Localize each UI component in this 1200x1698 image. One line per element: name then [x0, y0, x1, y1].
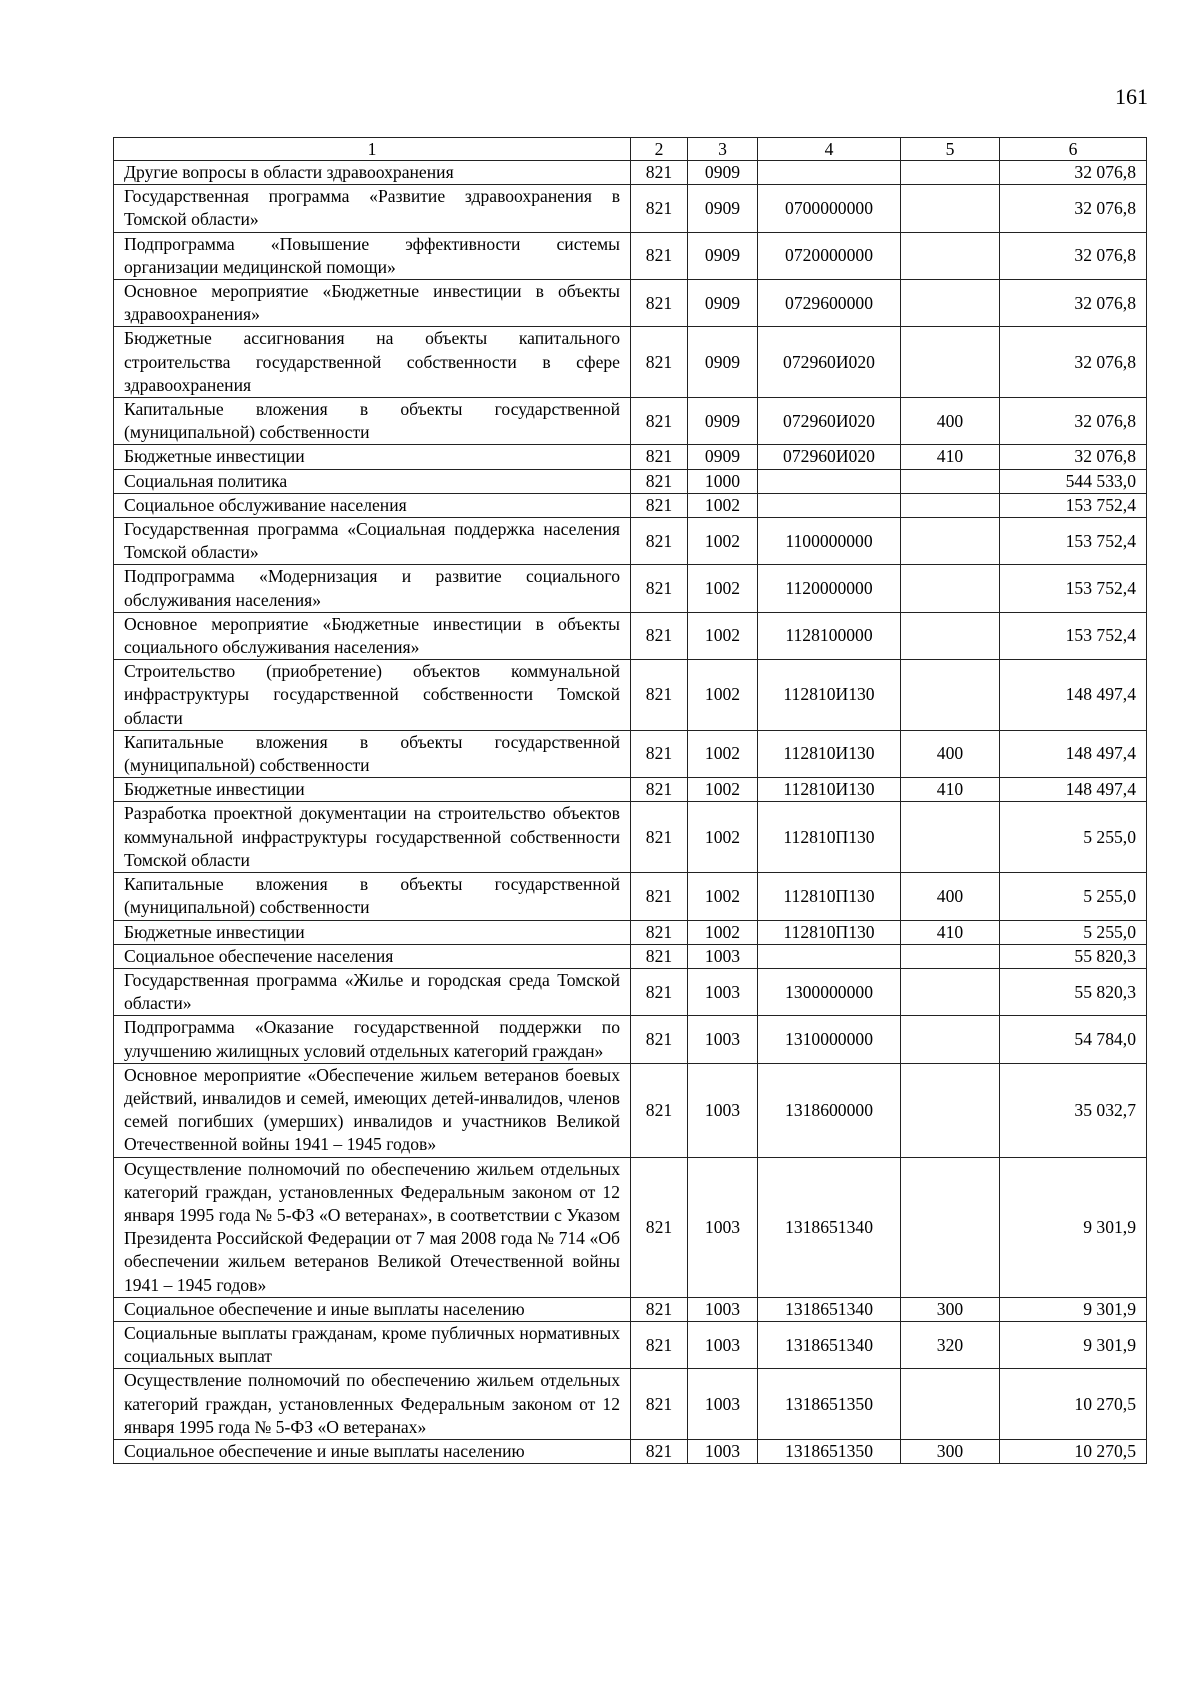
- target-article-cell: 0720000000: [758, 232, 901, 279]
- expense-type-cell: 410: [901, 445, 1000, 469]
- admin-code-cell: 821: [631, 660, 688, 731]
- table-row: [114, 1297, 1147, 1321]
- expense-type-cell: [901, 1157, 1000, 1297]
- table-row: [114, 185, 1147, 232]
- amount-cell: 32 076,8: [1000, 185, 1147, 232]
- amount-cell: 55 820,3: [1000, 968, 1147, 1015]
- table-row: [114, 493, 1147, 517]
- section-code-cell: 1002: [688, 802, 758, 873]
- section-code-cell: 1003: [688, 1439, 758, 1463]
- expense-type-cell: [901, 232, 1000, 279]
- row-name-cell: Основное мероприятие «Обеспечение жильем ветеранов боевых действий, инвалидов и семей, имеющих детей-инвалидов, членов семей погибших (умерших) инвалидов и участников Великой Отечественной войны 1941 – 1945 годов»: [114, 1063, 631, 1157]
- target-article-cell: 072960И020: [758, 398, 901, 445]
- admin-code-cell: 821: [631, 398, 688, 445]
- section-code-cell: 1003: [688, 1297, 758, 1321]
- admin-code-cell: 821: [631, 1157, 688, 1297]
- table-row: [114, 1439, 1147, 1463]
- section-code-cell: 1003: [688, 1063, 758, 1157]
- row-name-cell: Социальное обеспечение и иные выплаты населению: [114, 1439, 631, 1463]
- row-name-cell: Социальное обслуживание населения: [114, 493, 631, 517]
- row-name-cell: Основное мероприятие «Бюджетные инвестиции в объекты здравоохранения»: [114, 280, 631, 327]
- admin-code-cell: 821: [631, 730, 688, 777]
- table-row: [114, 920, 1147, 944]
- section-code-cell: 1003: [688, 1369, 758, 1440]
- amount-cell: 153 752,4: [1000, 493, 1147, 517]
- target-article-cell: 0700000000: [758, 185, 901, 232]
- target-article-cell: [758, 493, 901, 517]
- table-row: [114, 469, 1147, 493]
- table-row: [114, 802, 1147, 873]
- target-article-cell: 072960И020: [758, 327, 901, 398]
- amount-cell: 32 076,8: [1000, 327, 1147, 398]
- table-row: [114, 730, 1147, 777]
- section-code-cell: 1003: [688, 1016, 758, 1063]
- amount-cell: 10 270,5: [1000, 1369, 1147, 1440]
- header-row: [114, 138, 1147, 161]
- target-article-cell: 112810И130: [758, 660, 901, 731]
- amount-cell: 55 820,3: [1000, 944, 1147, 968]
- amount-cell: 5 255,0: [1000, 920, 1147, 944]
- section-code-cell: 1002: [688, 612, 758, 659]
- row-name-cell: Основное мероприятие «Бюджетные инвестиции в объекты социального обслуживания населения»: [114, 612, 631, 659]
- amount-cell: 10 270,5: [1000, 1439, 1147, 1463]
- table-row: [114, 1369, 1147, 1440]
- table-row: [114, 612, 1147, 659]
- budget-table: [113, 137, 1147, 1464]
- target-article-cell: [758, 944, 901, 968]
- target-article-cell: 1318600000: [758, 1063, 901, 1157]
- section-code-cell: 1002: [688, 660, 758, 731]
- admin-code-cell: 821: [631, 1016, 688, 1063]
- table-row: [114, 280, 1147, 327]
- expense-type-cell: 300: [901, 1439, 1000, 1463]
- section-code-cell: 0909: [688, 161, 758, 185]
- row-name-cell: Социальные выплаты гражданам, кроме публичных нормативных социальных выплат: [114, 1321, 631, 1368]
- table-row: [114, 565, 1147, 612]
- admin-code-cell: 821: [631, 280, 688, 327]
- expense-type-cell: [901, 327, 1000, 398]
- admin-code-cell: 821: [631, 1439, 688, 1463]
- page-number: 161: [1115, 84, 1148, 109]
- expense-type-cell: 410: [901, 778, 1000, 802]
- section-code-cell: 1003: [688, 1157, 758, 1297]
- expense-type-cell: [901, 1063, 1000, 1157]
- expense-type-cell: [901, 493, 1000, 517]
- admin-code-cell: 821: [631, 1369, 688, 1440]
- section-code-cell: 1003: [688, 968, 758, 1015]
- table-row: [114, 232, 1147, 279]
- amount-cell: 9 301,9: [1000, 1297, 1147, 1321]
- expense-type-cell: [901, 185, 1000, 232]
- amount-cell: 148 497,4: [1000, 730, 1147, 777]
- admin-code-cell: 821: [631, 469, 688, 493]
- row-name-cell: Социальное обеспечение населения: [114, 944, 631, 968]
- target-article-cell: 1318651340: [758, 1157, 901, 1297]
- row-name-cell: Осуществление полномочий по обеспечению жильем отдельных категорий граждан, установленных Федеральным законом от 12 января 1995 года № 5-ФЗ «О ветеранах»: [114, 1369, 631, 1440]
- section-code-cell: 0909: [688, 280, 758, 327]
- section-code-cell: 1003: [688, 944, 758, 968]
- row-name-cell: Разработка проектной документации на строительство объектов коммунальной инфраструктуры государственной собственности Томской области: [114, 802, 631, 873]
- target-article-cell: 1128100000: [758, 612, 901, 659]
- target-article-cell: 112810П130: [758, 802, 901, 873]
- target-article-cell: 112810И130: [758, 778, 901, 802]
- expense-type-cell: [901, 469, 1000, 493]
- amount-cell: 32 076,8: [1000, 232, 1147, 279]
- admin-code-cell: 821: [631, 518, 688, 565]
- section-code-cell: 0909: [688, 445, 758, 469]
- section-code-cell: 1002: [688, 778, 758, 802]
- amount-cell: 5 255,0: [1000, 873, 1147, 920]
- amount-cell: 544 533,0: [1000, 469, 1147, 493]
- header-cell: 1: [114, 138, 631, 161]
- table-row: [114, 968, 1147, 1015]
- table-row: [114, 1016, 1147, 1063]
- admin-code-cell: 821: [631, 778, 688, 802]
- target-article-cell: 1318651340: [758, 1321, 901, 1368]
- section-code-cell: 1002: [688, 730, 758, 777]
- section-code-cell: 0909: [688, 398, 758, 445]
- section-code-cell: 0909: [688, 185, 758, 232]
- amount-cell: 9 301,9: [1000, 1321, 1147, 1368]
- header-cell: 4: [758, 138, 901, 161]
- amount-cell: 153 752,4: [1000, 565, 1147, 612]
- section-code-cell: 1002: [688, 518, 758, 565]
- target-article-cell: 0729600000: [758, 280, 901, 327]
- expense-type-cell: 400: [901, 398, 1000, 445]
- target-article-cell: 112810П130: [758, 873, 901, 920]
- target-article-cell: 112810П130: [758, 920, 901, 944]
- table-row: [114, 1321, 1147, 1368]
- row-name-cell: Государственная программа «Жилье и городская среда Томской области»: [114, 968, 631, 1015]
- admin-code-cell: 821: [631, 920, 688, 944]
- expense-type-cell: 300: [901, 1297, 1000, 1321]
- admin-code-cell: 821: [631, 802, 688, 873]
- amount-cell: 9 301,9: [1000, 1157, 1147, 1297]
- target-article-cell: 1318651350: [758, 1439, 901, 1463]
- table-row: [114, 1157, 1147, 1297]
- row-name-cell: Бюджетные инвестиции: [114, 778, 631, 802]
- row-name-cell: Бюджетные инвестиции: [114, 445, 631, 469]
- section-code-cell: 1000: [688, 469, 758, 493]
- row-name-cell: Другие вопросы в области здравоохранения: [114, 161, 631, 185]
- expense-type-cell: [901, 565, 1000, 612]
- row-name-cell: Капитальные вложения в объекты государственной (муниципальной) собственности: [114, 873, 631, 920]
- amount-cell: 54 784,0: [1000, 1016, 1147, 1063]
- expense-type-cell: 320: [901, 1321, 1000, 1368]
- expense-type-cell: [901, 612, 1000, 659]
- table-row: [114, 327, 1147, 398]
- admin-code-cell: 821: [631, 493, 688, 517]
- row-name-cell: Государственная программа «Развитие здравоохранения в Томской области»: [114, 185, 631, 232]
- target-article-cell: 1120000000: [758, 565, 901, 612]
- admin-code-cell: 821: [631, 565, 688, 612]
- row-name-cell: Социальная политика: [114, 469, 631, 493]
- admin-code-cell: 821: [631, 445, 688, 469]
- admin-code-cell: 821: [631, 612, 688, 659]
- target-article-cell: 1300000000: [758, 968, 901, 1015]
- section-code-cell: 1002: [688, 873, 758, 920]
- table-row: [114, 161, 1147, 185]
- expense-type-cell: [901, 518, 1000, 565]
- admin-code-cell: 821: [631, 161, 688, 185]
- admin-code-cell: 821: [631, 873, 688, 920]
- section-code-cell: 0909: [688, 232, 758, 279]
- expense-type-cell: 400: [901, 873, 1000, 920]
- table-body: [114, 161, 1147, 1464]
- amount-cell: 32 076,8: [1000, 398, 1147, 445]
- admin-code-cell: 821: [631, 1297, 688, 1321]
- header-cell: 3: [688, 138, 758, 161]
- target-article-cell: 1310000000: [758, 1016, 901, 1063]
- row-name-cell: Капитальные вложения в объекты государственной (муниципальной) собственности: [114, 730, 631, 777]
- amount-cell: 153 752,4: [1000, 518, 1147, 565]
- row-name-cell: Строительство (приобретение) объектов коммунальной инфраструктуры государственной собственности Томской области: [114, 660, 631, 731]
- amount-cell: 32 076,8: [1000, 445, 1147, 469]
- expense-type-cell: [901, 1016, 1000, 1063]
- table-row: [114, 873, 1147, 920]
- expense-type-cell: 410: [901, 920, 1000, 944]
- target-article-cell: 1318651340: [758, 1297, 901, 1321]
- expense-type-cell: [901, 1369, 1000, 1440]
- target-article-cell: 112810И130: [758, 730, 901, 777]
- row-name-cell: Бюджетные инвестиции: [114, 920, 631, 944]
- section-code-cell: 1002: [688, 493, 758, 517]
- admin-code-cell: 821: [631, 968, 688, 1015]
- row-name-cell: Подпрограмма «Модернизация и развитие социального обслуживания населения»: [114, 565, 631, 612]
- section-code-cell: 1002: [688, 565, 758, 612]
- admin-code-cell: 821: [631, 327, 688, 398]
- row-name-cell: Подпрограмма «Повышение эффективности системы организации медицинской помощи»: [114, 232, 631, 279]
- expense-type-cell: 400: [901, 730, 1000, 777]
- table-row: [114, 398, 1147, 445]
- table-row: [114, 778, 1147, 802]
- target-article-cell: 1318651350: [758, 1369, 901, 1440]
- expense-type-cell: [901, 660, 1000, 731]
- table-row: [114, 445, 1147, 469]
- header-cell: 2: [631, 138, 688, 161]
- target-article-cell: 072960И020: [758, 445, 901, 469]
- table-row: [114, 660, 1147, 731]
- expense-type-cell: [901, 161, 1000, 185]
- expense-type-cell: [901, 802, 1000, 873]
- amount-cell: 148 497,4: [1000, 660, 1147, 731]
- section-code-cell: 1003: [688, 1321, 758, 1368]
- row-name-cell: Социальное обеспечение и иные выплаты населению: [114, 1297, 631, 1321]
- admin-code-cell: 821: [631, 185, 688, 232]
- admin-code-cell: 821: [631, 1063, 688, 1157]
- admin-code-cell: 821: [631, 944, 688, 968]
- row-name-cell: Бюджетные ассигнования на объекты капитального строительства государственной собственности в сфере здравоохранения: [114, 327, 631, 398]
- section-code-cell: 1002: [688, 920, 758, 944]
- amount-cell: 5 255,0: [1000, 802, 1147, 873]
- amount-cell: 153 752,4: [1000, 612, 1147, 659]
- target-article-cell: 1100000000: [758, 518, 901, 565]
- admin-code-cell: 821: [631, 232, 688, 279]
- amount-cell: 32 076,8: [1000, 161, 1147, 185]
- header-cell: 5: [901, 138, 1000, 161]
- table-row: [114, 944, 1147, 968]
- table-row: [114, 1063, 1147, 1157]
- header-cell: 6: [1000, 138, 1147, 161]
- row-name-cell: Подпрограмма «Оказание государственной поддержки по улучшению жилищных условий отдельных категорий граждан»: [114, 1016, 631, 1063]
- expense-type-cell: [901, 280, 1000, 327]
- admin-code-cell: 821: [631, 1321, 688, 1368]
- target-article-cell: [758, 161, 901, 185]
- table-row: [114, 518, 1147, 565]
- amount-cell: 35 032,7: [1000, 1063, 1147, 1157]
- expense-type-cell: [901, 968, 1000, 1015]
- amount-cell: 32 076,8: [1000, 280, 1147, 327]
- row-name-cell: Капитальные вложения в объекты государственной (муниципальной) собственности: [114, 398, 631, 445]
- expense-type-cell: [901, 944, 1000, 968]
- section-code-cell: 0909: [688, 327, 758, 398]
- row-name-cell: Государственная программа «Социальная поддержка населения Томской области»: [114, 518, 631, 565]
- row-name-cell: Осуществление полномочий по обеспечению жильем отдельных категорий граждан, установленных Федеральным законом от 12 января 1995 года № 5-ФЗ «О ветеранах», в соответствии с Указом Президента Российской Федерации от 7 мая 2008 года № 714 «Об обеспечении жильем ветеранов Великой Отечественной войны 1941 – 1945 годов»: [114, 1157, 631, 1297]
- amount-cell: 148 497,4: [1000, 778, 1147, 802]
- target-article-cell: [758, 469, 901, 493]
